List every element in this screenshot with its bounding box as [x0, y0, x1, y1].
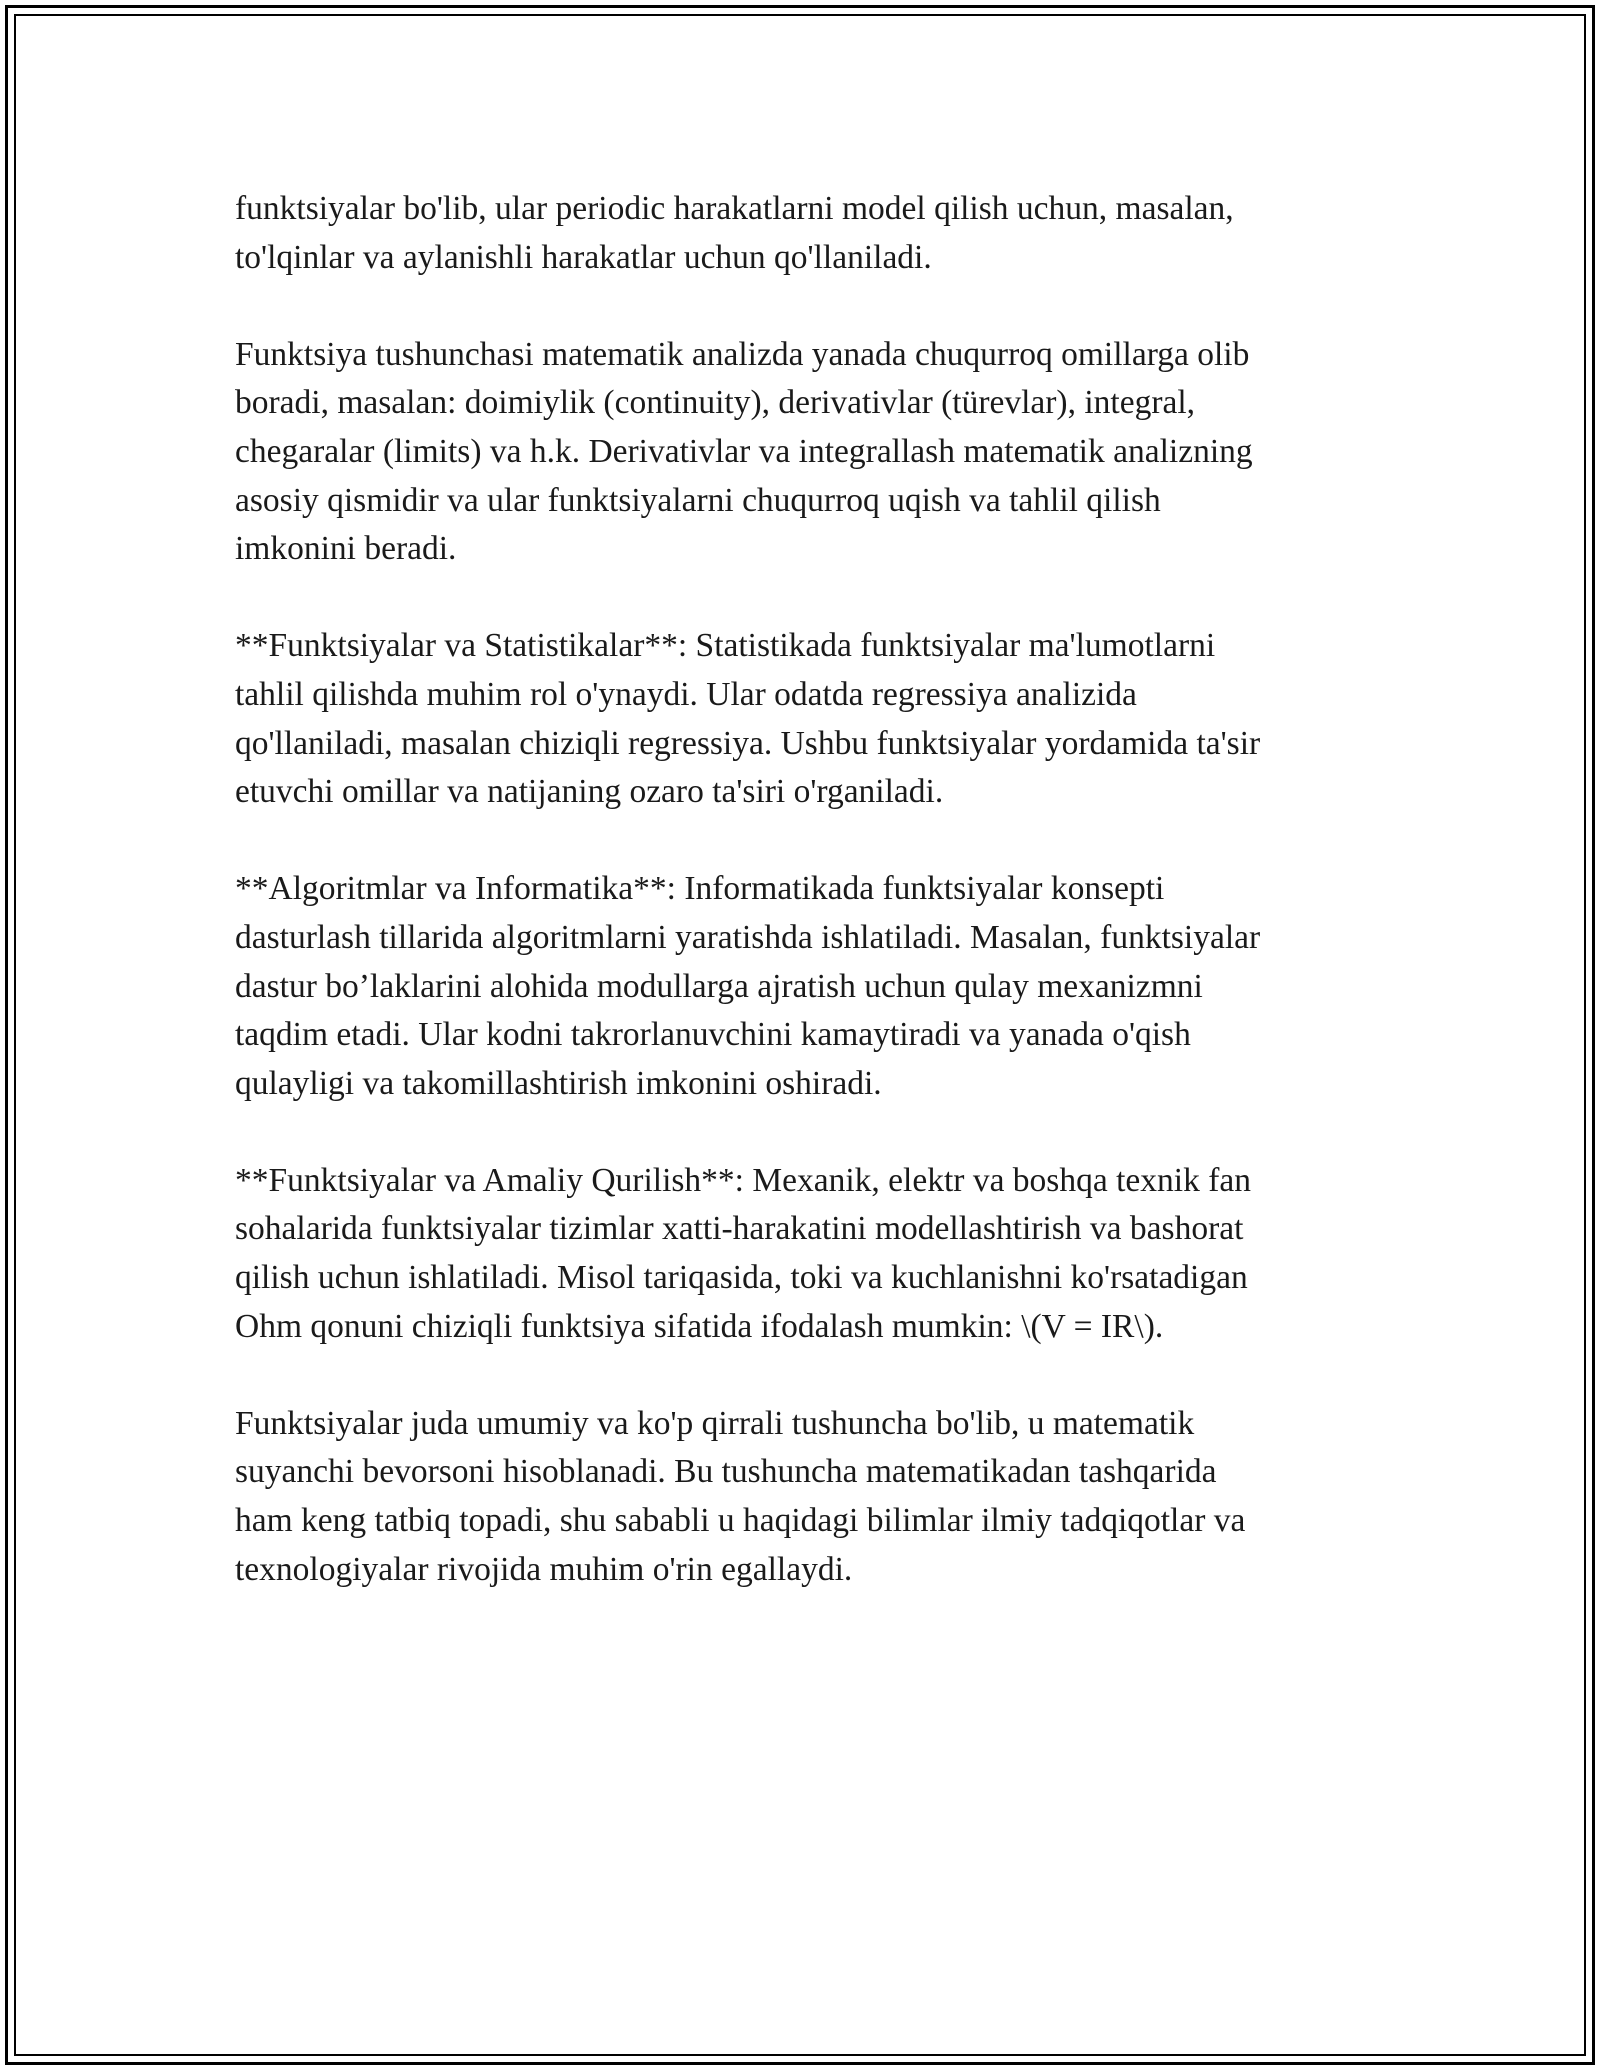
paragraph-applied-engineering: **Funktsiyalar va Amaliy Qurilish**: Mexanik, elektr va boshqa texnik fan sohalarida funktsiyalar tizimlar xatti-harakatini modellashtirish va bashorat qilish uchun ishlatiladi. Misol tariqasida, toki va kuchlanishni ko'rsatadigan Ohm qonuni chiziqli funktsiya sifatida ifodalash mumkin: \(V = IR\). — [235, 1161, 1251, 1345]
paragraph-algorithms-informatics: **Algoritmlar va Informatika**: Informatikada funktsiyalar konsepti dasturlash tillarida algoritmlarni yaratishda ishlatiladi. Masalan, funktsiyalar dastur bo’laklarini alohida modullarga ajratish uchun qulay mexanizmni taqdim etadi. Ular kodni takrorlanuvchini kamaytiradi va yanada o'qish qulayligi va takomillashtirish imkonini oshiradi. — [235, 870, 1261, 1102]
paragraph-statistics: **Funktsiyalar va Statistikalar**: Statistikada funktsiyalar ma'lumotlarni tahlil qilishda muhim rol o'ynaydi. Ular odatda regressiya analizida qo'llaniladi, masalan chiziqli regressiya. Ushbu funktsiyalar yordamida ta'sir etuvchi omillar va natijaning ozaro ta'siri o'rganiladi. — [235, 627, 1261, 811]
paragraph-conclusion: Funktsiyalar juda umumiy va ko'p qirrali tushuncha bo'lib, u matematik suyanchi bevorsoni hisoblanadi. Bu tushuncha matematikadan tashqarida ham keng tatbiq topadi, shu sababli u haqidagi bilimlar ilmiy tadqiqotlar va texnologiyalar rivojida muhim o'rin egallaydi. — [235, 1404, 1246, 1588]
document-body — [235, 185, 1365, 1643]
paragraph-periodic-functions: funktsiyalar bo'lib, ular periodic harakatlarni model qilish uchun, masalan, to'lqinlar va aylanishli harakatlar uchun qo'llaniladi. — [235, 190, 1234, 276]
paragraph-mathematical-analysis: Funktsiya tushunchasi matematik analizda yanada chuqurroq omillarga olib boradi, masalan: doimiylik (continuity), derivativlar (türevlar), integral, chegaralar (limits) va h.k. Derivativlar va integrallash matematik analizning asosiy qismidir va ular funktsiyalarni chuqurroq uqish va tahlil qilish imkonini beradi. — [235, 335, 1253, 568]
